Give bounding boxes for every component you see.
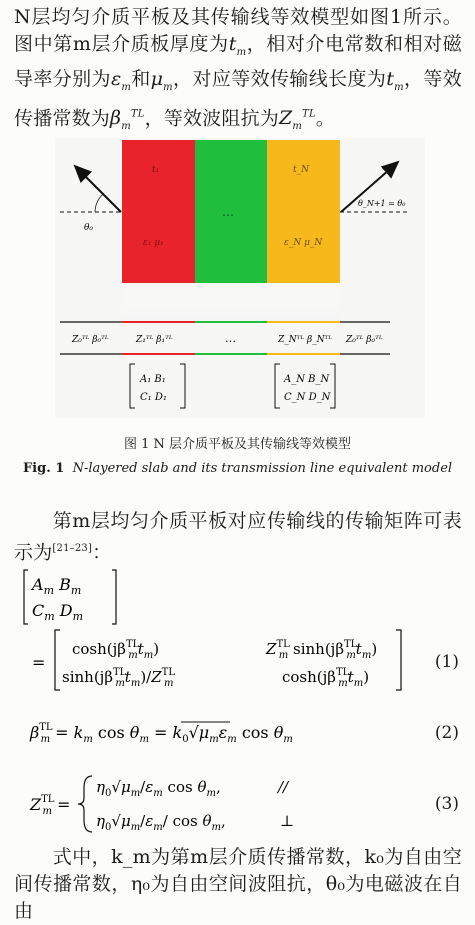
- equation-2-svg: [20, 714, 440, 750]
- theta-in-label: θ₀: [84, 223, 94, 233]
- slab1-bottom-label: ε₁ μ₁: [143, 238, 164, 248]
- definitions-text: 式中，k_m为第m层介质传播常数，k₀为自由空间传播常数，η₀为自由空间波阻抗，θ₀为电磁波在自由: [14, 846, 462, 922]
- intro-s1: N层均匀介质平板及其传输线等效模型如图1所示。图中第: [14, 6, 462, 55]
- matrix-intro-tail: ：: [92, 541, 112, 564]
- svg-text:cosh(jβTLmtm): $\cosh(j\beta^{TL}$ $mt_m$): [282, 667, 370, 689]
- caption-en-text: N-layered slab and its transmission line equivalent model: [72, 461, 453, 476]
- equation-1: [20, 568, 460, 704]
- equation-3: [20, 768, 460, 846]
- tl-label-n: Z_Nᵀᴸ β_Nᵀᴸ: [278, 335, 333, 345]
- svg-text:ZTLm sinh(jβTLmtm): $Z^{TL}$ m $\sinh(j\beta^{TL}$ $mt_m$): [266, 639, 378, 661]
- svg-text:sinh(jβTLmtm)/ZTLm: $\sinh(j\beta^{TL}$ $mt_m)/Z^{TL}$ m: [62, 667, 175, 689]
- slab-figure: [0, 130, 475, 460]
- matrix-intro-ref: [21–23]: [52, 543, 93, 554]
- slab-n: [267, 140, 340, 283]
- tl-label-end: Z₀ᵀᴸ β₀ᵀᴸ: [346, 335, 383, 345]
- slab-mid-ellipsis: …: [222, 205, 234, 219]
- slab1-top-label: t₁: [152, 165, 160, 175]
- intro-s5: ，对应等效传输线长度为: [172, 67, 387, 90]
- matrix-intro-paragraph: [14, 508, 462, 566]
- eq3-case1: //: [278, 778, 289, 796]
- matrix-intro-text: 第m层均匀介质平板对应传输线的传输矩阵可表示为: [14, 510, 462, 564]
- matrix1-row2: C₁ D₁: [140, 392, 167, 403]
- intro-s3: ，相对介电常数和相对磁导率分别为: [14, 33, 462, 90]
- svg-text:cosh(jβTLmtm): $\cosh(j\beta^{TL}$ $mt_m$): [72, 639, 160, 661]
- svg-text:Am Bm: $A_m$ $B_m$: [32, 575, 82, 597]
- equation-1-number: (1): [434, 652, 459, 672]
- svg-text:Cm Dm: $C_m$ $D_m$: [32, 601, 84, 623]
- tl-label-mid: …: [225, 332, 236, 345]
- intro-s7: ，等效波阻抗为: [144, 106, 280, 129]
- figure-caption-cn: 图 1 N 层介质平板及其传输线等效模型: [123, 437, 352, 452]
- slabn-top-label: t_N: [293, 165, 309, 175]
- matrixn-row1: A_N B_N: [284, 374, 330, 385]
- theta-out-label: θ_N+1 = θ₀: [358, 199, 406, 208]
- definitions-paragraph: [14, 844, 462, 925]
- equation-2-number: (2): [434, 723, 459, 743]
- figure-caption-en: [0, 461, 475, 477]
- slab-1: [122, 140, 195, 283]
- matrix1-row1: A₁ B₁: [140, 374, 166, 385]
- equation-1-svg: [20, 568, 460, 698]
- equation-2: [20, 714, 460, 756]
- intro-s8: 。: [315, 106, 336, 129]
- equation-3-svg: [20, 768, 440, 840]
- svg-text:βTLm = km cos θm = k0√μmεm cos: $\beta^{TL}$ $m = k_m$ $\cos \theta_m = k_0√\mu_m\varepsilon_m$ $\cos \theta_m$: [30, 722, 293, 745]
- tl-label-1: Z₁ᵀᴸ β₁ᵀᴸ: [136, 335, 173, 345]
- intro-s2: m层介质板厚度为: [72, 33, 229, 55]
- intro-s4: 和: [131, 67, 151, 90]
- caption-en-label: Fig. 1: [22, 461, 65, 476]
- slab-diagram: [0, 130, 475, 460]
- slab-shadow: [122, 283, 340, 323]
- matrixn-row2: C_N D_N: [284, 392, 331, 403]
- tl-label-0: Z₀ᵀᴸ β₀ᵀᴸ: [72, 335, 109, 345]
- svg-text:η0√μm/εm cos θm,: $\eta_0√\mu_m/\varepsilon_m$ $\cos \theta_m$,: [96, 778, 221, 799]
- equation-3-number: (3): [434, 794, 459, 814]
- intro-s6: ，等效传播常数为: [14, 67, 462, 129]
- eq3-case2: ⊥: [280, 812, 295, 830]
- svg-text:η0√μm/εm/ cos θm,: $\eta_0√\mu_m/\varepsilon_m/$ $\cos \theta_m$,: [96, 812, 226, 833]
- svg-text:ZTLm =: $Z^{TL}$ m =: [30, 794, 71, 817]
- svg-text:=: =: [32, 653, 46, 672]
- slabn-bottom-label: ε_N μ_N: [284, 238, 323, 248]
- intro-paragraph: N层均匀介质平板及其传输线等效模型如图1所示。图中第m层介质板厚度为$t_m$，相对介电常数和相对磁导率分别为$\varepsilon_m$和$\mu_m$，对应等效传输线长度为$t_m$，等效传播常数为$\beta_m^{TL}$，等效波阻抗为$Z_m^{TL}$。: [14, 6, 462, 132]
